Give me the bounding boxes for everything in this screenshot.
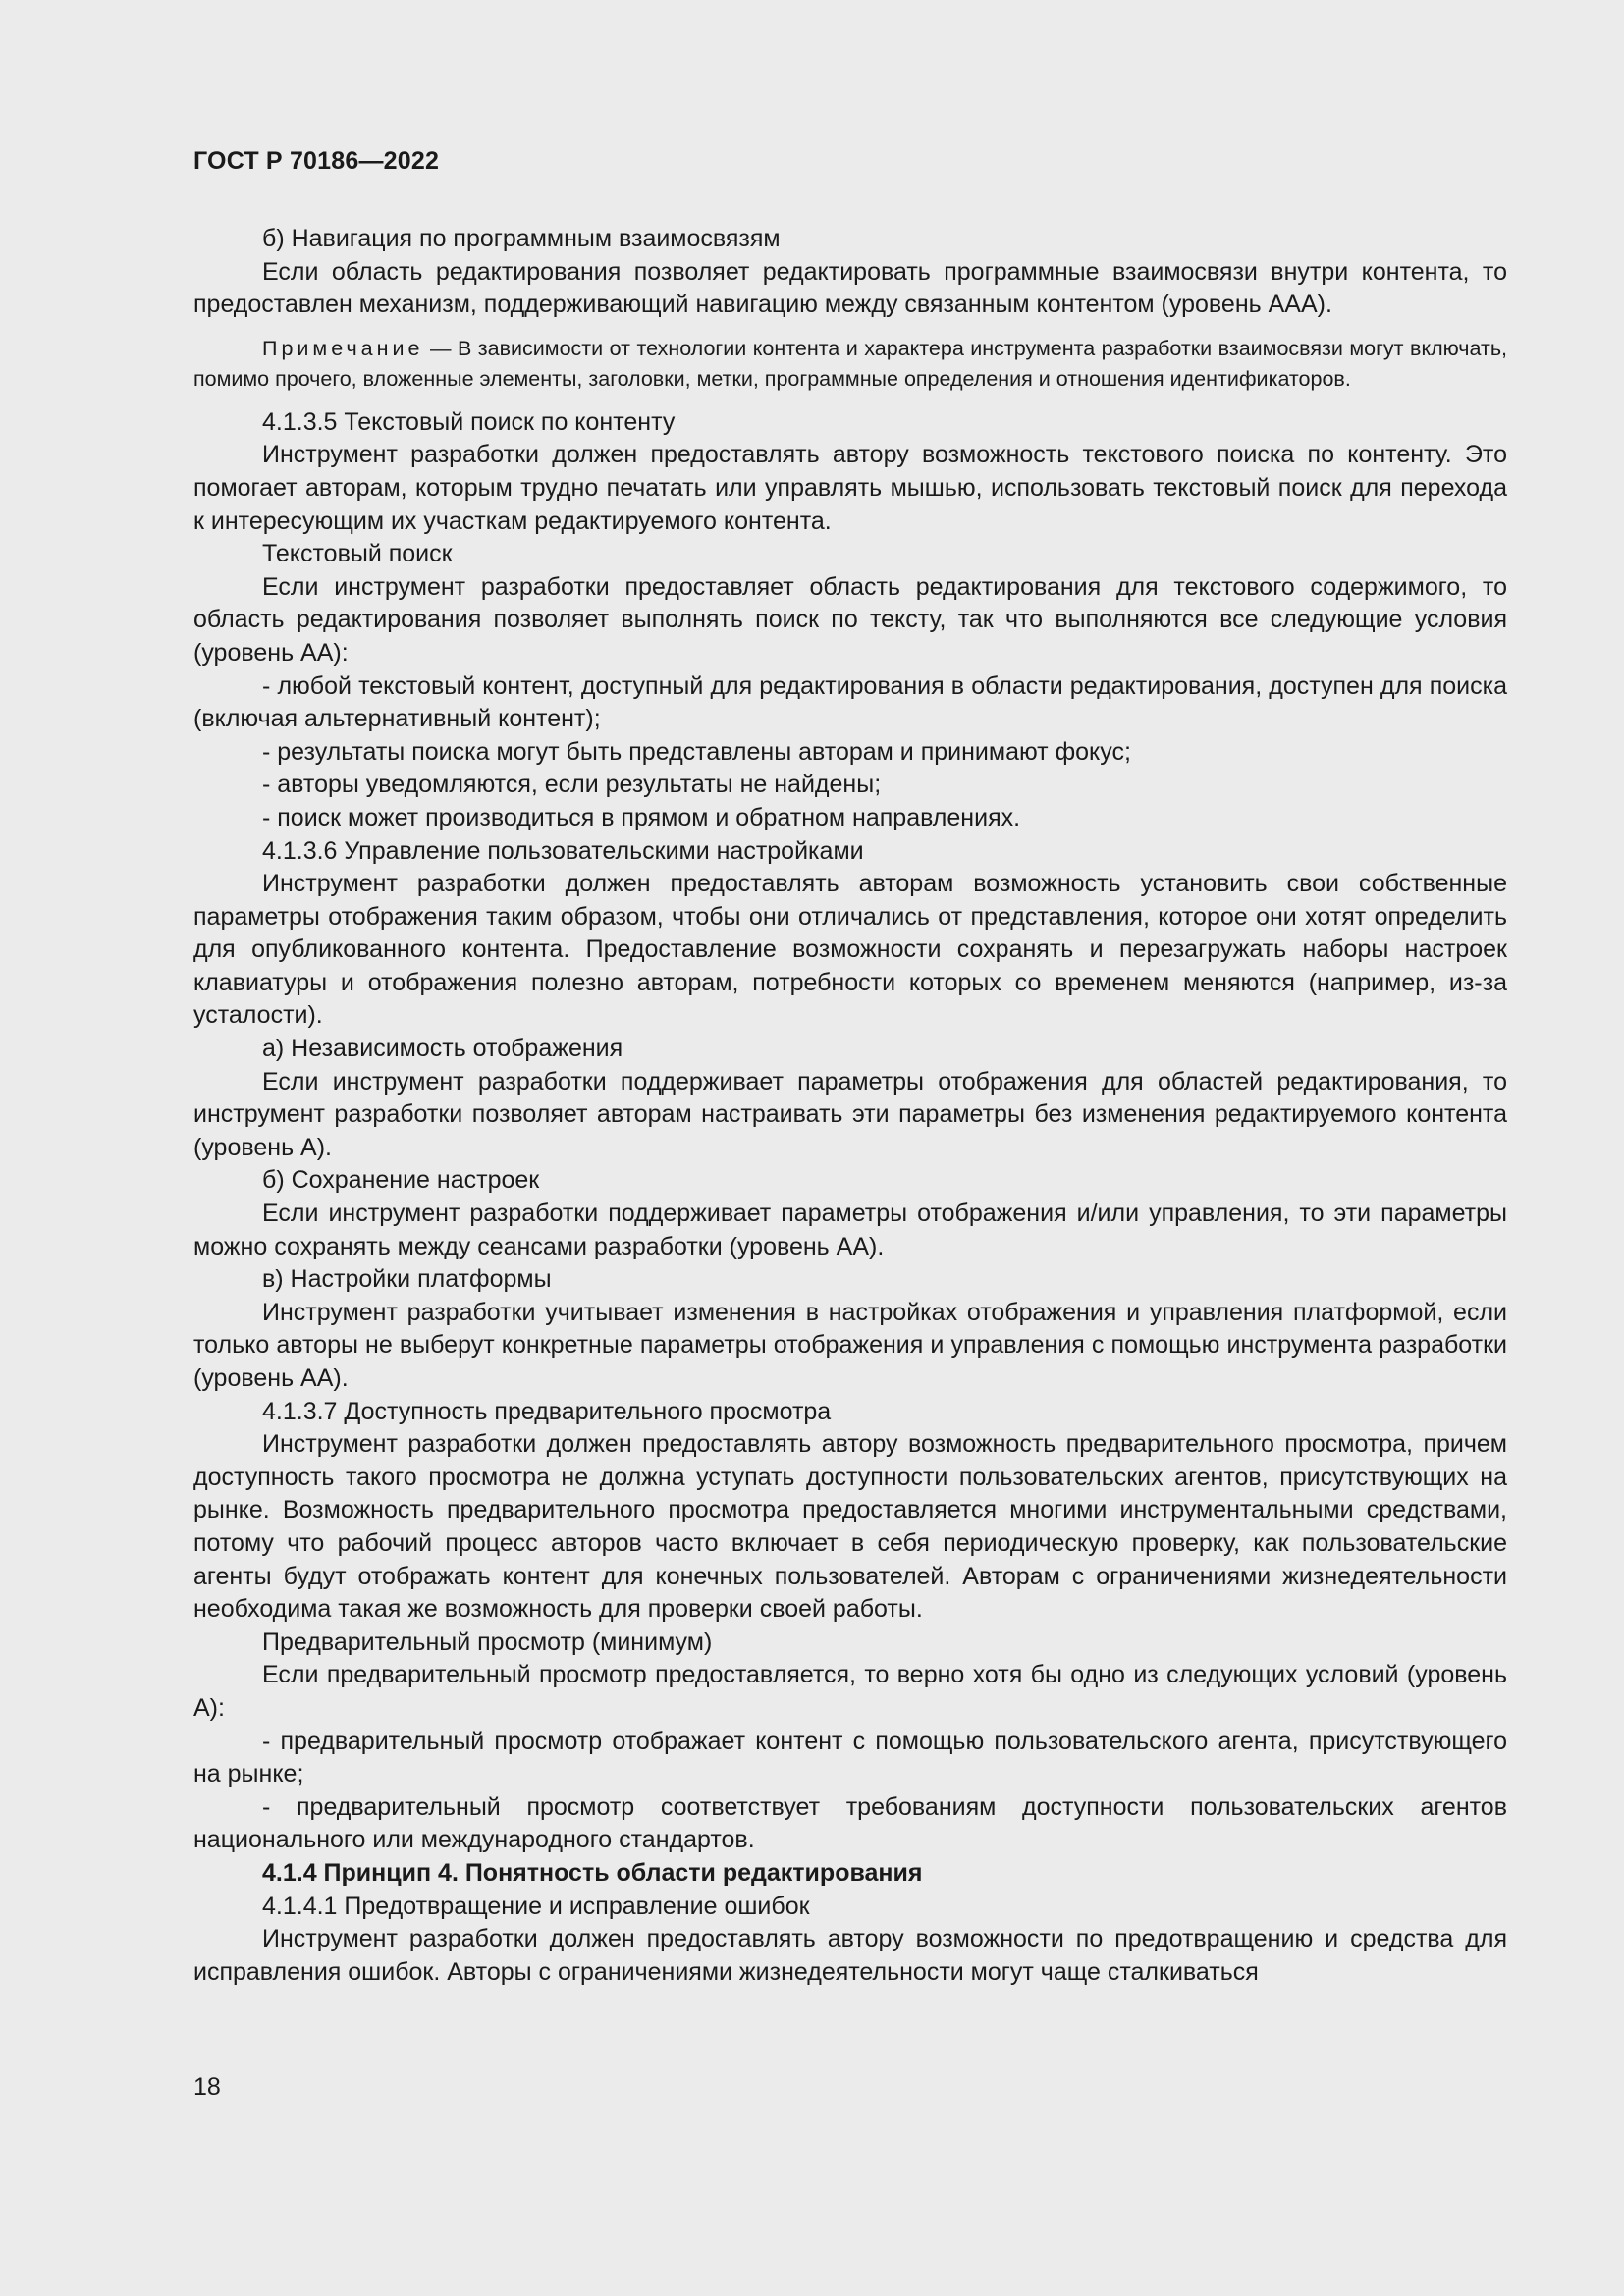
paragraph: Если область редактирования позволяет редактировать программные взаимосвязи внутри контента, то предоставлен механизм, поддерживающий навигацию между связанным контентом (уровень ААА). bbox=[193, 257, 1507, 319]
list-item: - поиск может производиться в прямом и обратном направлениях. bbox=[262, 803, 1021, 831]
section-heading-4-1-3-6: 4.1.3.6 Управление пользовательскими настройками bbox=[262, 836, 864, 865]
note-label: Примечание bbox=[262, 336, 424, 360]
list-item: - предварительный просмотр отображает контент с помощью пользовательского агента, присутствующего на рынке; bbox=[193, 1727, 1507, 1789]
document-body bbox=[193, 223, 1507, 1989]
paragraph: Инструмент разработки должен предоставлять автору возможность предварительного просмотра, причем доступность такого просмотра не должна уступать доступности пользовательских агентов, присутствующих на рынке. Возможность предварительного просмотра предоставляется многими инструментальными средствами, потому что рабочий процесс авторов часто включает в себя периодическую проверку, как пользовательские агенты будут отображать контент для конечных пользователей. Авторам с ограничениями жизнедеятельности необходима такая же возможность для проверки своей работы. bbox=[193, 1430, 1507, 1624]
paragraph: Если предварительный просмотр предоставляется, то верно хотя бы одно из следующих условий (уровень А): bbox=[193, 1661, 1507, 1722]
section-heading-4-1-3-5: 4.1.3.5 Текстовый поиск по контенту bbox=[262, 407, 676, 436]
subheading: в) Настройки платформы bbox=[262, 1265, 552, 1294]
page-header: ГОСТ Р 70186—2022 bbox=[193, 147, 440, 175]
paragraph: Инструмент разработки должен предоставлять автору возможности по предотвращению и средства для исправления ошибок. Авторы с ограничениями жизнедеятельности могут чаще сталкиваться bbox=[193, 1925, 1507, 1986]
list-item: - результаты поиска могут быть представлены авторам и принимают фокус; bbox=[262, 737, 1131, 766]
list-item: - любой текстовый контент, доступный для редактирования в области редактирования, доступен для поиска (включая альтернативный контент); bbox=[193, 671, 1507, 733]
paragraph: Инструмент разработки должен предоставлять автору возможность текстового поиска по контенту. Это помогает авторам, которым трудно печатать или управлять мышью, использовать текстовый поиск для перехода к интересующим их участкам редактируемого контента. bbox=[193, 441, 1507, 535]
paragraph: Инструмент разработки учитывает изменения в настройках отображения и управления платформой, если только авторы не выберут конкретные параметры отображения и управления с помощью инструмента разработки (уровень АА). bbox=[193, 1298, 1507, 1392]
list-item: - предварительный просмотр соответствует требованиям доступности пользовательских агентов национального или международного стандартов. bbox=[193, 1792, 1507, 1854]
paragraph: б) Навигация по программным взаимосвязям bbox=[262, 225, 781, 252]
paragraph: Если инструмент разработки поддерживает параметры отображения и/или управления, то эти параметры можно сохранять между сеансами разработки (уровень АА). bbox=[193, 1200, 1507, 1260]
note-paragraph bbox=[193, 334, 1507, 395]
list-item: - авторы уведомляются, если результаты не найдены; bbox=[262, 771, 882, 799]
subheading: Текстовый поиск bbox=[262, 540, 453, 568]
subheading: а) Независимость отображения bbox=[262, 1035, 623, 1063]
subheading: б) Сохранение настроек bbox=[262, 1166, 540, 1195]
page-number: 18 bbox=[193, 2073, 221, 2101]
section-heading-4-1-3-7: 4.1.3.7 Доступность предварительного просмотра bbox=[262, 1397, 832, 1425]
paragraph: Если инструмент разработки поддерживает параметры отображения для областей редактирования, то инструмент разработки позволяет авторам настраивать эти параметры без изменения редактируемого контента (уровень А). bbox=[193, 1067, 1507, 1161]
note-text: — В зависимости от технологии контента и характера инструмента разработки взаимосвязи могут включать, помимо прочего, вложенные элементы, заголовки, метки, программные определения и отношения идентификаторов. bbox=[193, 336, 1507, 391]
subheading: Предварительный просмотр (минимум) bbox=[262, 1628, 713, 1656]
paragraph: Инструмент разработки должен предоставлять авторам возможность установить свои собственные параметры отображения таким образом, чтобы они отличались от представления, которое они хотят определить для опубликованного контента. Предоставление возможности сохранять и перезагружать наборы настроек клавиатуры и отображения полезно авторам, потребности которых со временем меняются (например, из-за усталости). bbox=[193, 870, 1507, 1030]
section-heading-4-1-4: 4.1.4 Принцип 4. Понятность области редактирования bbox=[262, 1858, 923, 1887]
paragraph: Если инструмент разработки предоставляет область редактирования для текстового содержимого, то область редактирования позволяет выполнять поиск по тексту, так что выполняются все следующие условия (уровень АА): bbox=[193, 572, 1507, 667]
section-heading-4-1-4-1: 4.1.4.1 Предотвращение и исправление ошибок bbox=[262, 1892, 810, 1920]
